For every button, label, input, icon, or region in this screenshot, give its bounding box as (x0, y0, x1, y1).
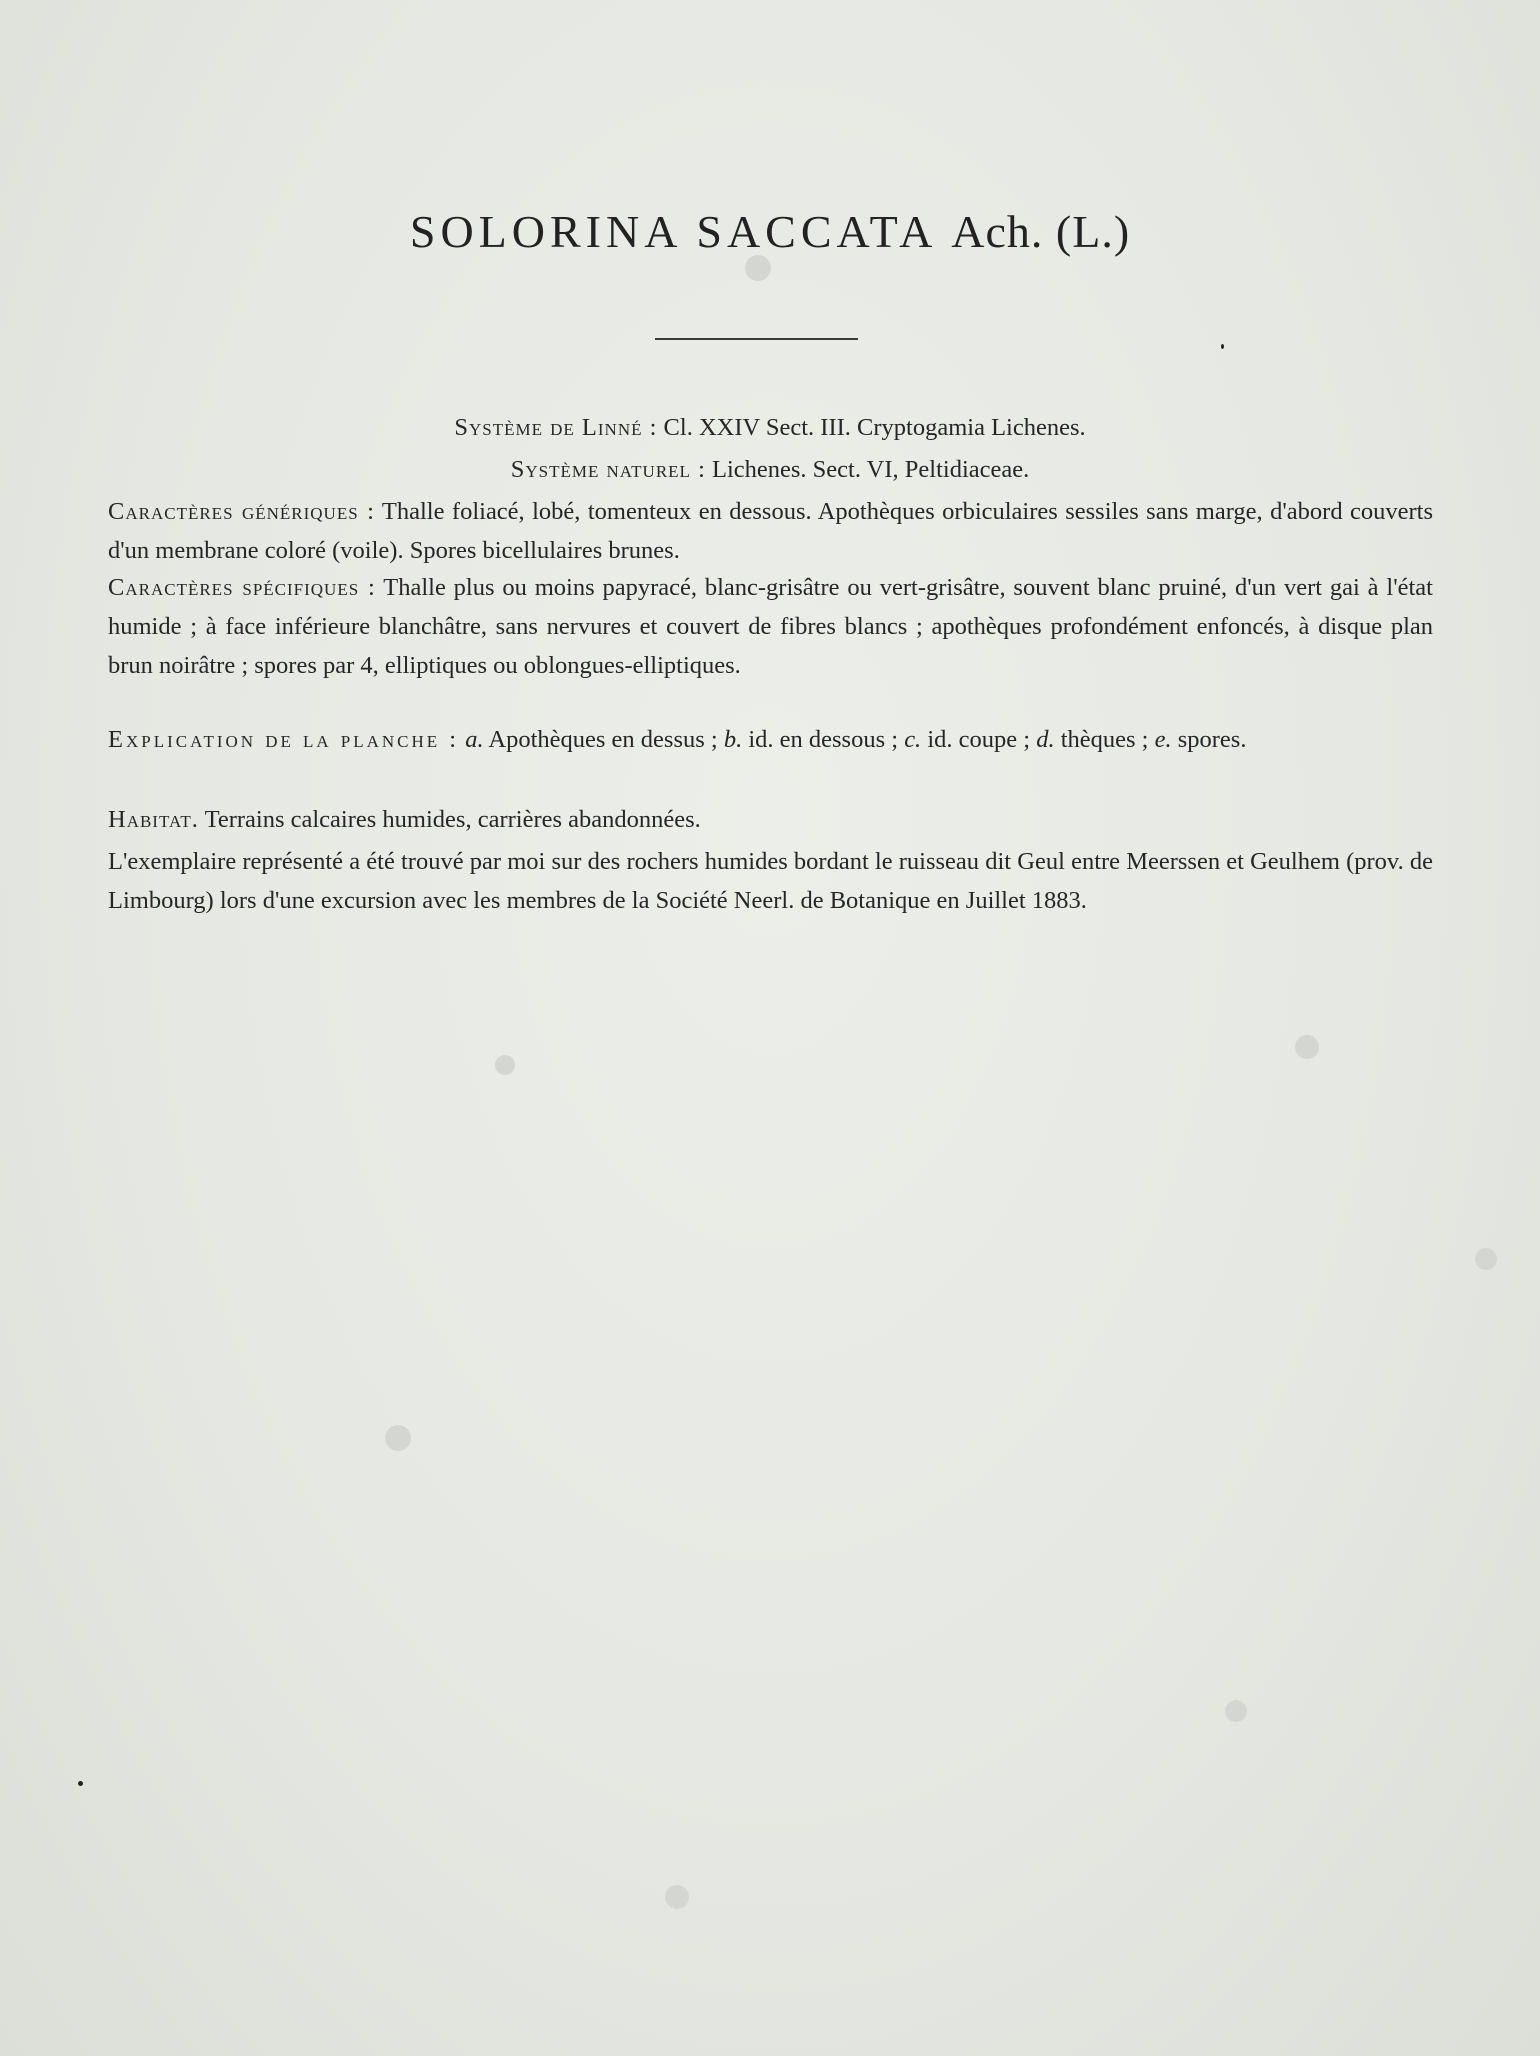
paper-spot (1225, 1700, 1247, 1722)
note-text: L'exemplaire représenté a été trouvé par moi sur des rochers humides bordant le ruisseau dit Geul entre Meerssen et Geulhem (prov. de Limbourg) lors d'une excursion avec les membres de la Société Neerl. de Botanique en Juillet 1883. (108, 848, 1433, 914)
title-rule (655, 338, 858, 340)
explication-letter-e: e. (1154, 726, 1172, 753)
title-author: Ach. (L.) (951, 206, 1131, 257)
habitat-paragraph (108, 800, 1433, 839)
caracteres-generiques-paragraph (108, 492, 1433, 570)
paper-spot (1475, 1248, 1497, 1270)
caracteres-specifiques-label: Caractères spécifiques : (108, 574, 376, 601)
caracteres-generiques-text: Thalle foliacé, lobé, tomenteux en dessous. Apothèques orbiculaires sessiles sans marge, d'abord couverts d'un membrane coloré (voile). Spores bicellulaires brunes. (108, 498, 1433, 564)
page-title (0, 205, 1540, 258)
paper-spot (495, 1055, 515, 1075)
explication-label: Explication de la planche : (108, 726, 460, 753)
paper-spot (745, 255, 771, 281)
ink-mark (78, 1781, 83, 1786)
systeme-naturel-line (0, 450, 1540, 489)
explication-letter-a: a. (465, 726, 484, 753)
systeme-naturel-text: Lichenes. Sect. VI, Peltidiaceae. (712, 456, 1030, 483)
explication-letter-d: d. (1036, 726, 1055, 753)
paper-spot (385, 1425, 411, 1451)
systeme-naturel-label: Système naturel : (510, 456, 706, 483)
explication-paragraph (108, 720, 1433, 759)
caracteres-generiques-label: Caractères génériques : (108, 498, 375, 525)
title-species: SOLORINA SACCATA (409, 206, 935, 257)
explication-text-b: id. en dessous ; (748, 726, 899, 753)
explication-text-a: Apothèques en dessus ; (488, 726, 718, 753)
paper-spot (1295, 1035, 1319, 1059)
caracteres-specifiques-paragraph (108, 568, 1433, 685)
habitat-label: Habitat. (108, 806, 199, 833)
systeme-linne-label: Système de Linné : (454, 414, 658, 441)
caracteres-specifiques-text: Thalle plus ou moins papyracé, blanc-grisâtre ou vert-grisâtre, souvent blanc pruiné, d'un vert gai à l'état humide ; à face inférieure blanchâtre, sans nervures et couvert de fibres blancs ; apothèques profondément enfoncés, à disque plan brun noirâtre ; spores par 4, elliptiques ou oblongues-elliptiques. (108, 574, 1433, 679)
systeme-linne-text: Cl. XXIV Sect. III. Cryptogamia Lichenes. (663, 414, 1086, 441)
explication-text-e: spores. (1177, 726, 1247, 753)
explication-letter-c: c. (904, 726, 922, 753)
ink-mark (1221, 344, 1224, 349)
systeme-linne-line (0, 408, 1540, 447)
habitat-text: Terrains calcaires humides, carrières abandonnées. (204, 806, 701, 833)
explication-letter-b: b. (723, 726, 743, 753)
paper-spot (665, 1885, 689, 1909)
note-paragraph (108, 842, 1433, 920)
explication-text-d: thèques ; (1060, 726, 1149, 753)
explication-text-c: id. coupe ; (927, 726, 1031, 753)
